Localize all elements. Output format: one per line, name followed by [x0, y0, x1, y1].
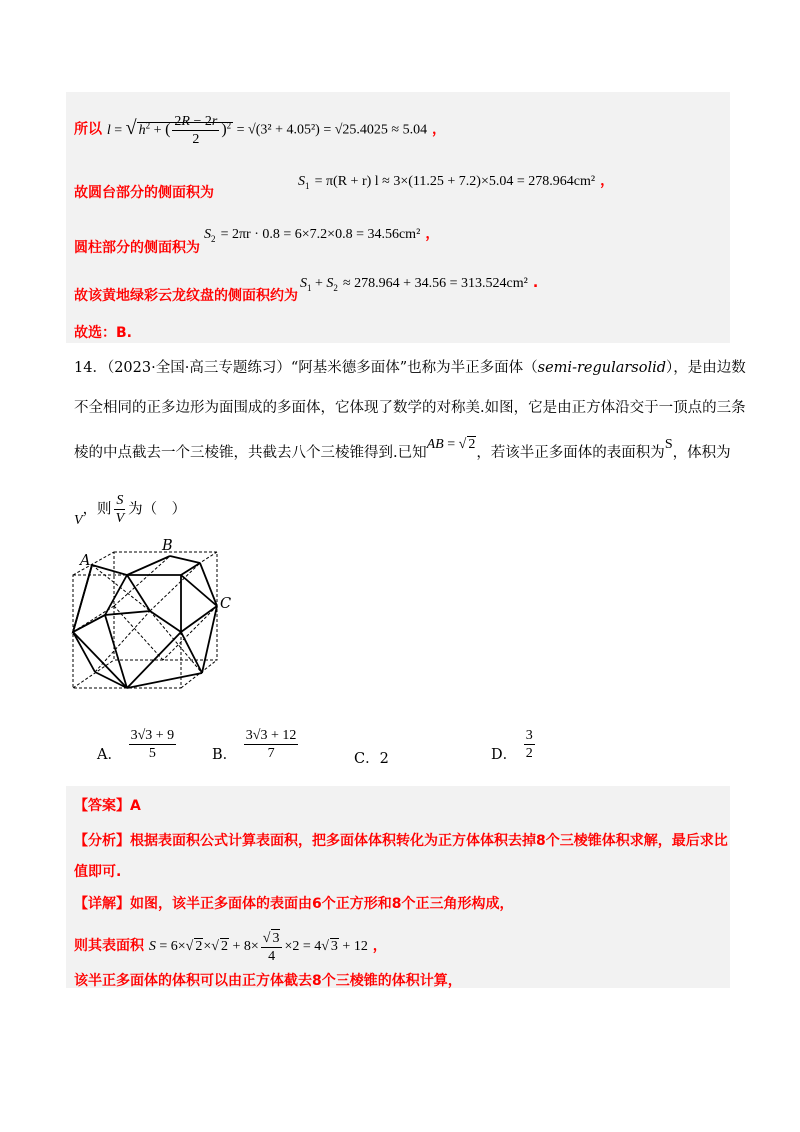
label-C: C — [220, 596, 232, 612]
option-A: A． $\frac{3√3 + 9}{5}$ — [97, 728, 175, 763]
answer-line: 【答案】A — [74, 798, 141, 814]
question-line-4: V，则 $\frac{S}{V}$ 为（ ） — [74, 493, 187, 528]
label-A: A — [80, 553, 91, 569]
line-4-formula: $S_1 + S_2 \approx 278.964 + 34.56 = 313.524cm^2$ . — [300, 275, 539, 293]
line-2-formula: $S_1 = \pi(R + r) l \approx 3\times(11.25 + 7.2)\times 5.04 = 278.964cm^2$ ， — [298, 173, 615, 191]
surface-line: 则其表面积 S = 6×√ 2×√ 2 + 8× $\frac{√ 3}{4}$ ×2 = 4√ 3 + 12 ， — [74, 931, 387, 964]
line-3-text: 圆柱部分的侧面积为 — [74, 240, 200, 256]
analysis-cont: 值即可. — [74, 864, 122, 880]
question-line-2: 不全相同的正多边形为面围成的多面体，它体现了数学的对称美.如图，它是由正方体沿交于一顶点的三条 — [74, 400, 746, 416]
detail-line: 【详解】如图，该半正多面体的表面由6个正方形和8个正三角形构成， — [74, 896, 514, 912]
line-2-text: 故圆台部分的侧面积为 — [74, 185, 214, 201]
choice-line: 故选：B. — [74, 325, 132, 341]
question-line-1: 14．（2023·全国·高三专题练习）“阿基米德多面体”也称为半正多面体（semi-regularsolid），是由边数 — [74, 360, 746, 376]
option-B: B． $\frac{3√3 + 12}{7}$ — [212, 728, 297, 763]
line-4-text: 故该黄地绿彩云龙纹盘的侧面积约为 — [74, 288, 298, 304]
line-3-formula: $S_2 = 2\pi r \cdot 0.8 = 6\times 7.2\times 0.8 = 34.56cm^2$ ， — [204, 226, 440, 244]
label-B: B — [162, 538, 173, 554]
question-line-3: 棱的中点截去一个三棱锥，共截去八个三棱锥得到.已知AB = √ 2，若该半正多面体的表面积为S，体积为 — [74, 437, 731, 461]
formula-l: l = √ $h^2$ + ( $\frac{2R - 2r}{2}$ )$^2$ — [106, 114, 232, 147]
volume-line: 该半正多面体的体积可以由正方体截去8个三棱锥的体积计算， — [74, 973, 462, 989]
line-1: 所以 l = √ $h^2$ + ( $\frac{2R - 2r}{2}$ )$^2$ = √(3² + 4.05²) = √25.4025 ≈ 5.04 ， — [74, 114, 446, 147]
option-C: C．2 — [354, 751, 389, 767]
option-D: D． $\frac{3}{2}$ — [491, 728, 533, 763]
analysis-line: 【分析】根据表面积公式计算表面积，把多面体体积转化为正方体体积去掉8个三棱锥体积求解，最后求比 — [74, 833, 728, 849]
